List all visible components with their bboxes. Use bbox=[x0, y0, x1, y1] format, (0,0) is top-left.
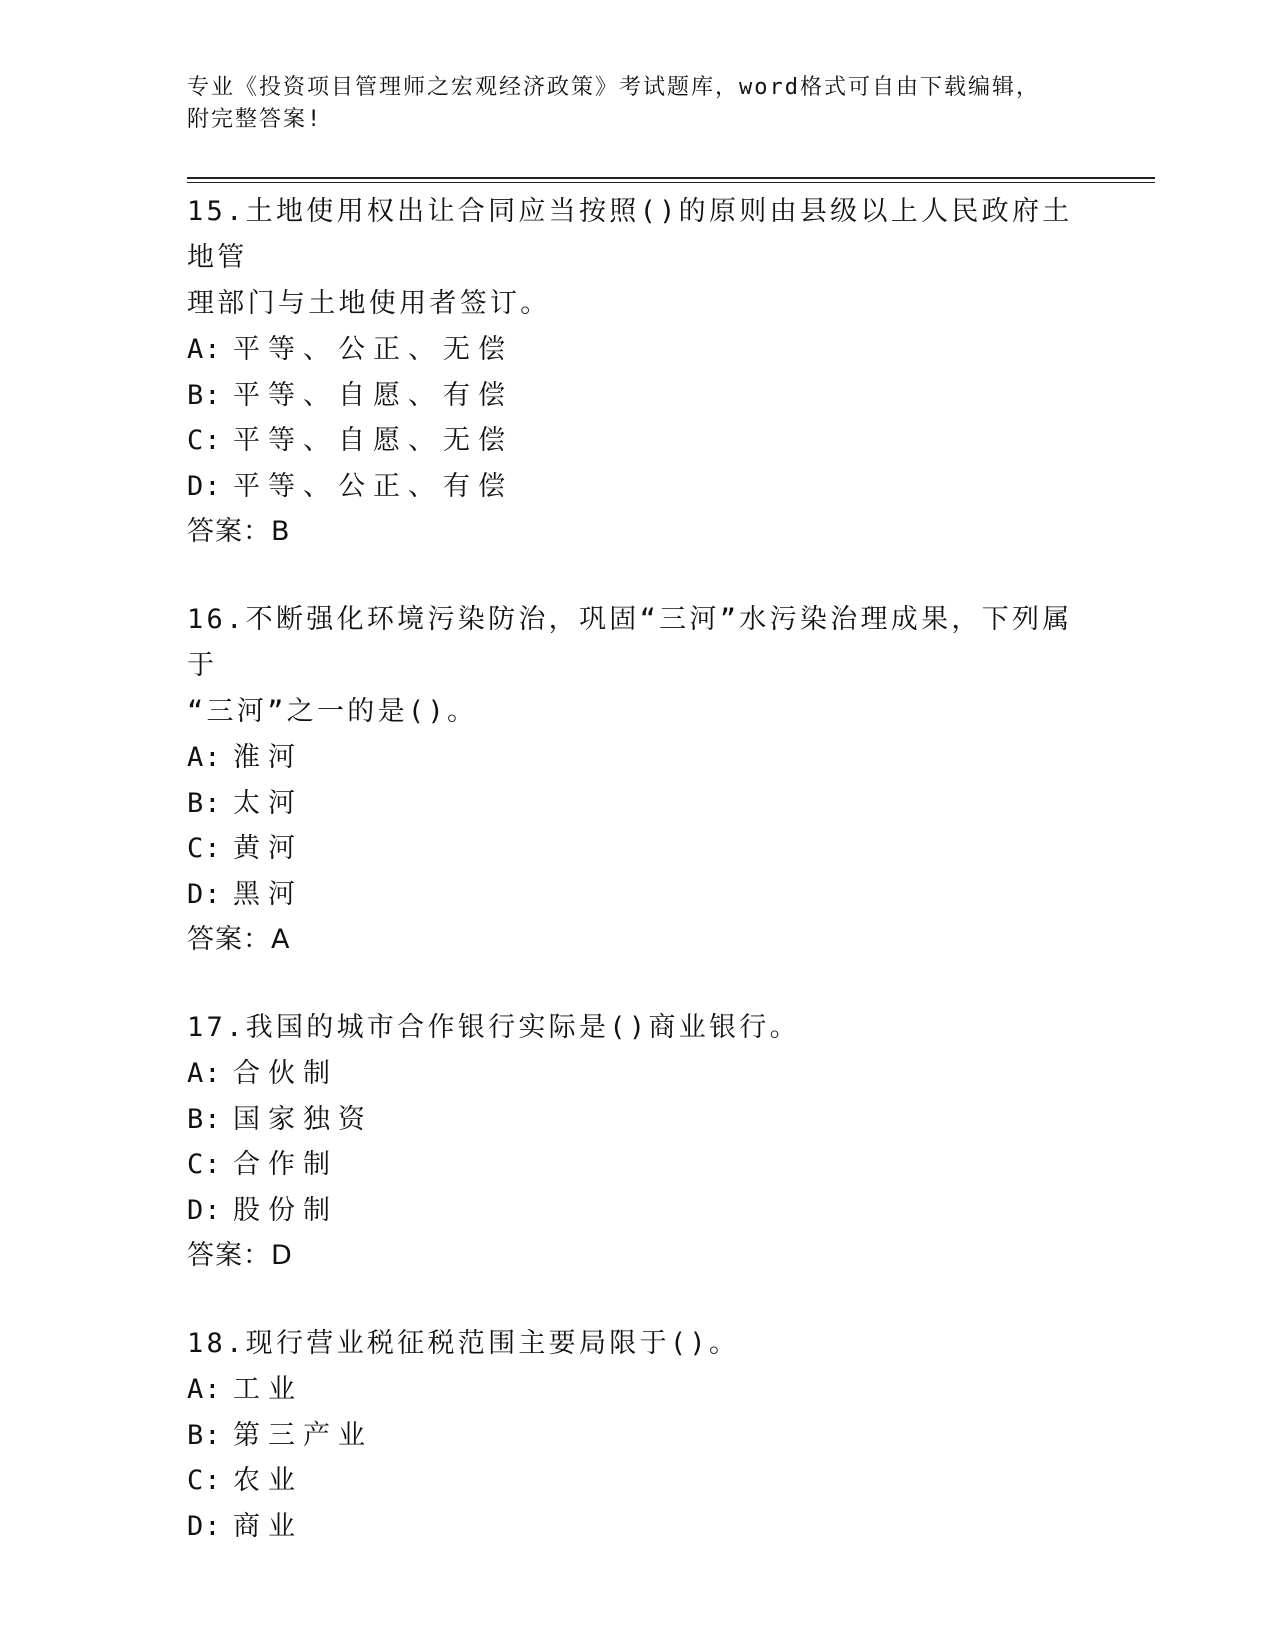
option-letter: A: bbox=[187, 742, 222, 773]
option-letter: C: bbox=[187, 1465, 222, 1496]
option-letter: B: bbox=[187, 1419, 222, 1451]
option-letter: B: bbox=[187, 787, 222, 819]
option-a bbox=[187, 735, 1087, 781]
option-text: 黄河 bbox=[233, 833, 303, 864]
option-c bbox=[187, 1142, 1087, 1188]
option-text: 国家独资 bbox=[233, 1103, 373, 1135]
option-letter: A: bbox=[187, 1058, 222, 1089]
header-line-2: 附完整答案! bbox=[187, 107, 323, 132]
option-letter: B: bbox=[187, 379, 222, 411]
option-c bbox=[187, 1458, 1087, 1504]
question-stem-continued: “三河”之一的是()。 bbox=[187, 696, 478, 727]
option-text: 平等、自愿、无偿 bbox=[233, 425, 513, 456]
option-letter: B: bbox=[187, 1103, 222, 1135]
option-a bbox=[187, 1051, 1087, 1097]
option-letter: A: bbox=[187, 1374, 222, 1405]
header-divider-thin bbox=[187, 182, 1155, 183]
option-text: 合作制 bbox=[233, 1149, 338, 1180]
header-line-1: 专业《投资项目管理师之宏观经济政策》考试题库，word格式可自由下载编辑， bbox=[187, 75, 1040, 100]
question-15 bbox=[187, 189, 1087, 555]
option-b bbox=[187, 1413, 1087, 1459]
option-letter: C: bbox=[187, 833, 222, 864]
option-text: 平等、公正、无偿 bbox=[233, 334, 513, 365]
question-16 bbox=[187, 597, 1087, 963]
option-text: 农业 bbox=[233, 1465, 303, 1496]
answer-line: 答案：D bbox=[187, 1240, 293, 1271]
option-letter: D: bbox=[187, 1194, 222, 1226]
option-a bbox=[187, 1367, 1087, 1413]
option-text: 股份制 bbox=[233, 1194, 338, 1226]
document-header bbox=[187, 72, 1087, 136]
option-text: 合伙制 bbox=[233, 1058, 338, 1089]
option-letter: D: bbox=[187, 470, 222, 502]
option-text: 平等、自愿、有偿 bbox=[233, 379, 513, 411]
option-letter: D: bbox=[187, 878, 222, 910]
question-18 bbox=[187, 1321, 1087, 1549]
question-stem: 18.现行营业税征税范围主要局限于()。 bbox=[187, 1328, 740, 1359]
option-text: 工业 bbox=[233, 1374, 303, 1405]
question-stem: 16.不断强化环境污染防治，巩固“三河”水污染治理成果，下列属于 bbox=[187, 604, 1073, 681]
option-b bbox=[187, 781, 1087, 827]
header-divider-thick bbox=[187, 177, 1155, 179]
option-c bbox=[187, 826, 1087, 872]
option-a bbox=[187, 327, 1087, 373]
option-text: 平等、公正、有偿 bbox=[233, 470, 513, 502]
option-text: 第三产业 bbox=[233, 1419, 373, 1451]
question-stem: 17.我国的城市合作银行实际是()商业银行。 bbox=[187, 1012, 800, 1043]
option-c bbox=[187, 418, 1087, 464]
option-letter: C: bbox=[187, 425, 222, 456]
option-d bbox=[187, 872, 1087, 918]
question-17 bbox=[187, 1005, 1087, 1279]
option-text: 淮河 bbox=[233, 742, 303, 773]
option-d bbox=[187, 464, 1087, 510]
option-d bbox=[187, 1504, 1087, 1550]
option-letter: A: bbox=[187, 334, 222, 365]
option-text: 商业 bbox=[233, 1510, 303, 1542]
option-letter: D: bbox=[187, 1510, 222, 1542]
question-stem: 15.土地使用权出让合同应当按照()的原则由县级以上人民政府土地管 bbox=[187, 196, 1073, 273]
option-b bbox=[187, 373, 1087, 419]
question-list bbox=[187, 189, 1087, 1591]
answer-line: 答案：B bbox=[187, 516, 291, 547]
option-b bbox=[187, 1097, 1087, 1143]
option-text: 太河 bbox=[233, 787, 303, 819]
question-stem-continued: 理部门与土地使用者签订。 bbox=[187, 288, 551, 319]
option-letter: C: bbox=[187, 1149, 222, 1180]
option-text: 黑河 bbox=[233, 878, 303, 910]
option-d bbox=[187, 1188, 1087, 1234]
answer-line: 答案：A bbox=[187, 924, 291, 955]
